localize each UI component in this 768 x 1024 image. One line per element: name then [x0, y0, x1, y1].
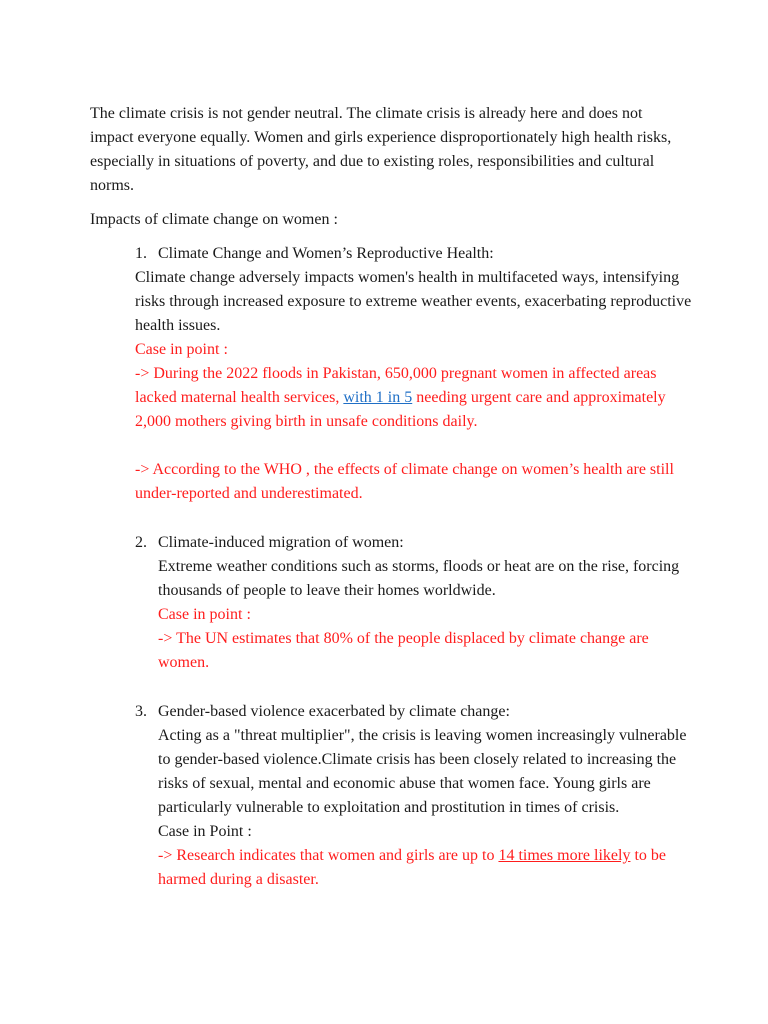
list-item-1	[135, 242, 695, 506]
item-1-body: Climate change adversely impacts women's health in multifaceted ways, intensifying risks through increased exposure to extreme weather events, exacerbating reproductive health issues.	[135, 269, 692, 334]
item-1-title: Climate Change and Women’s Reproductive Health:	[158, 245, 494, 262]
item-1-point-2: -> According to the WHO , the effects of climate change on women’s health are still under-reported and underestimated.	[135, 461, 674, 502]
item-1-stat-link[interactable]: with 1 in 5	[343, 389, 413, 406]
item-3-point-1-pre: -> Research indicates that women and girls are up to	[158, 847, 499, 864]
item-3-case-label: Case in Point :	[158, 823, 252, 840]
item-1-point-1-post: needing urgent care and approximately 2,000 mothers giving birth in unsafe conditions daily.	[135, 389, 666, 430]
item-1-case-label: Case in point :	[135, 341, 228, 358]
item-3-number: 3.	[135, 703, 147, 720]
item-1-title-line	[135, 242, 695, 266]
item-3-body: Acting as a "threat multiplier", the crisis is leaving women increasingly vulnerable to gender-based violence.Climate crisis has been closely related to increasing the risks of sexual, mental and economic abuse that women face. Young girls are particularly vulnerable to exploitation and prostitution in times of crisis.	[158, 727, 687, 816]
item-2-point-1: -> The UN estimates that 80% of the people displaced by climate change are women.	[158, 630, 649, 671]
item-3-title: Gender-based violence exacerbated by climate change:	[158, 703, 510, 720]
item-3-point-1	[135, 844, 695, 892]
spacer	[135, 434, 695, 458]
item-2-number: 2.	[135, 534, 147, 551]
impacts-heading: Impacts of climate change on women :	[90, 211, 338, 228]
intro-paragraph: The climate crisis is not gender neutral. The climate crisis is already here and does not impact everyone equally. Women and girls experience disproportionately high health risks, especially in situations of poverty, and due to existing roles, responsibilities and cultural norms.	[90, 105, 672, 194]
item-3-stat-link[interactable]: 14 times more likely	[498, 847, 631, 864]
item-1-point-1	[135, 362, 695, 434]
item-3-point-1-post: to be harmed during a disaster.	[158, 847, 666, 888]
item-1-point-1-pre: -> During the 2022 floods in Pakistan, 650,000 pregnant women in affected areas lacked maternal health services,	[135, 365, 657, 406]
item-3-title-line	[135, 700, 695, 724]
item-2-title: Climate-induced migration of women:	[158, 534, 404, 551]
item-1-number: 1.	[135, 245, 147, 262]
list-item-3	[135, 700, 695, 892]
item-2-case-label: Case in point :	[158, 606, 251, 623]
item-2-title-line	[135, 531, 695, 555]
list-item-2	[135, 531, 695, 675]
item-2-body: Extreme weather conditions such as storms, floods or heat are on the rise, forcing thousands of people to leave their homes worldwide.	[158, 558, 680, 599]
